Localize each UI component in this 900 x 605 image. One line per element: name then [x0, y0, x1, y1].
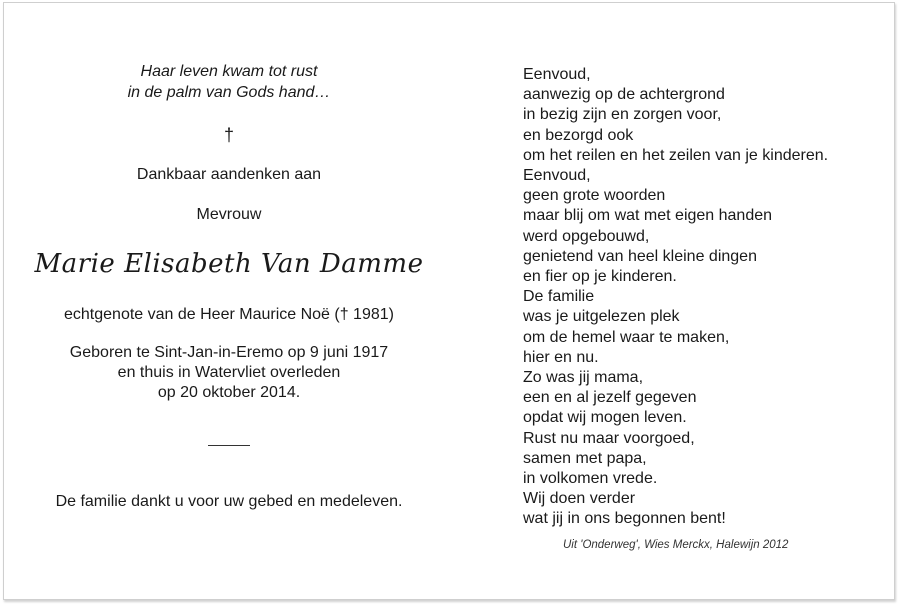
spouse-text: echtgenote van de Heer Maurice Noë († 1981): [64, 306, 394, 323]
poem-line: en fier op je kinderen.: [523, 268, 677, 286]
poem-line: Eenvoud,: [523, 167, 591, 185]
poem-line: in volkomen vrede.: [523, 470, 658, 488]
left-panel: [24, 61, 434, 512]
poem-line: was je uitgelezen plek: [523, 308, 680, 326]
poem-line: Eenvoud,: [523, 66, 591, 83]
divider-line: [208, 445, 250, 446]
poem-source: Uit 'Onderweg', Wies Merckx, Halewijn 2012: [563, 539, 789, 551]
poem-line: aanwezig op de achtergrond: [523, 86, 725, 104]
epigraph-line-2: in de palm van Gods hand…: [127, 84, 331, 101]
thanks-text: Dankbaar aandenken aan: [136, 166, 322, 183]
poem-line: om het reilen en het zeilen van je kinderen.: [523, 146, 829, 164]
poem-line: genietend van heel kleine dingen: [523, 247, 757, 265]
poem-line: Rust nu maar voorgoed,: [523, 429, 695, 447]
cross-symbol: †: [223, 125, 234, 145]
poem-line: hier en nu.: [523, 348, 599, 366]
deceased-name: Marie Elisabeth Van Damme: [34, 249, 424, 279]
epigraph-line-1: Haar leven kwam tot rust: [140, 63, 318, 80]
epigraph: [24, 61, 434, 103]
poem-line: maar blij om wat met eigen handen: [523, 207, 773, 225]
poem-line: Wij doen verder: [523, 490, 636, 508]
poem-line: opdat wij mogen leven.: [523, 409, 687, 427]
poem-line: een en al jezelf gegeven: [523, 389, 697, 407]
poem-line: Zo was jij mama,: [523, 369, 644, 387]
poem-line: in bezig zijn en zorgen voor,: [523, 106, 722, 124]
life-dates: [24, 343, 434, 403]
poem-line: geen grote woorden: [523, 187, 666, 205]
poem-line: en bezorgd ook: [523, 126, 634, 144]
birth-line: Geboren te Sint-Jan-in-Eremo op 9 juni 1917: [69, 344, 389, 361]
poem-line: om de hemel waar te maken,: [523, 328, 730, 346]
poem-line: wat jij in ons begonnen bent!: [523, 510, 726, 528]
closing-text: De familie dankt u voor uw gebed en medeleven.: [55, 493, 403, 510]
poem: [523, 65, 883, 530]
poem-line: De familie: [523, 288, 595, 306]
poem-line: werd opgebouwd,: [523, 227, 650, 245]
memorial-card: [3, 2, 895, 600]
death-date-line: op 20 oktober 2014.: [157, 384, 301, 401]
death-place-line: en thuis in Watervliet overleden: [117, 364, 341, 381]
poem-line: samen met papa,: [523, 449, 647, 467]
honorific-title: Mevrouw: [196, 206, 262, 223]
